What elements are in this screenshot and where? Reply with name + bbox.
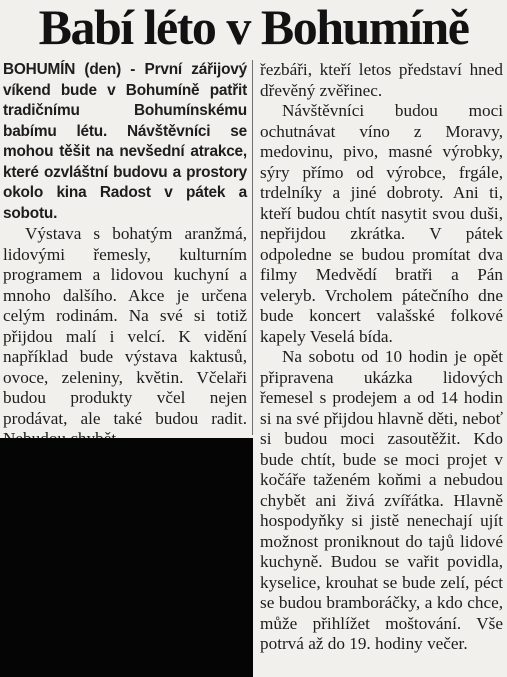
article-headline: Babí léto v Bohumíně <box>38 0 469 55</box>
column-divider <box>252 60 253 435</box>
article-paragraph: Na sobotu od 10 hodin je opět připravena ukázka lidových řemesel s prodejem a od 14 hodin si na své přijdou hlavně děti, neboť si budou moci zasoutěžit. Kdo bude chtít, bude se moci projet v kočáře taženém koňmi a nebudou chybět ani živá zvířátka. Hlavně hospodyňky si jistě nenechají ujít možnost proniknout do tajů lidové kuchyně. Budou se vařit povidla, kyselice, krouhat se bude zelí, péct se budou bramboráčky, a kdo chce, může přihlížet moštování. Vše potrvá až do 19. hodiny večer. <box>260 347 503 653</box>
article-paragraph-continuation: řezbáři, kteří letos představí hned dřevěný zvěřinec. <box>260 60 503 100</box>
article-column-right <box>260 60 503 677</box>
article-column-left <box>3 60 247 435</box>
article-paragraph: Návštěvníci budou moci ochutnávat víno z Moravy, medovinu, pivo, masné výrobky, sýry přímo od výrobce, frgále, trdelníky a jiné dobroty. Ani ti, kteří budou chtít nasytit svou duši, nepřijdou zkrátka. V pátek odpoledne se budou promítat dva filmy Medvědí bratři a Pán veleryb. Vrcholem pátečního dne bude koncert valašské folkové kapely Veselá bída. <box>260 101 503 346</box>
dark-scan-area <box>0 438 253 677</box>
article-perex: BOHUMÍN (den) - První zářijový víkend bude v Bohumíně patřit tradičnímu Bohumínskému babímu létu. Návštěvníci se mohou těšit na nevšední atrakce, které ozvláštní budovu a prostory okolo kina Radost v pátek a sobotu. <box>3 61 247 222</box>
article-paragraph: Výstava s bohatým aranžmá, lidovými řemesly, kulturním programem a lidovou kuchyní a mnoho dalšího. Akce je určena celým rodinám. Na své si totiž přijdou malí i velcí. K vidění například bude výstava kaktusů, ovoce, zeleniny, květin. Včelaři budou produkty včel nejen prodávat, ale také budou radit. <box>3 224 247 428</box>
